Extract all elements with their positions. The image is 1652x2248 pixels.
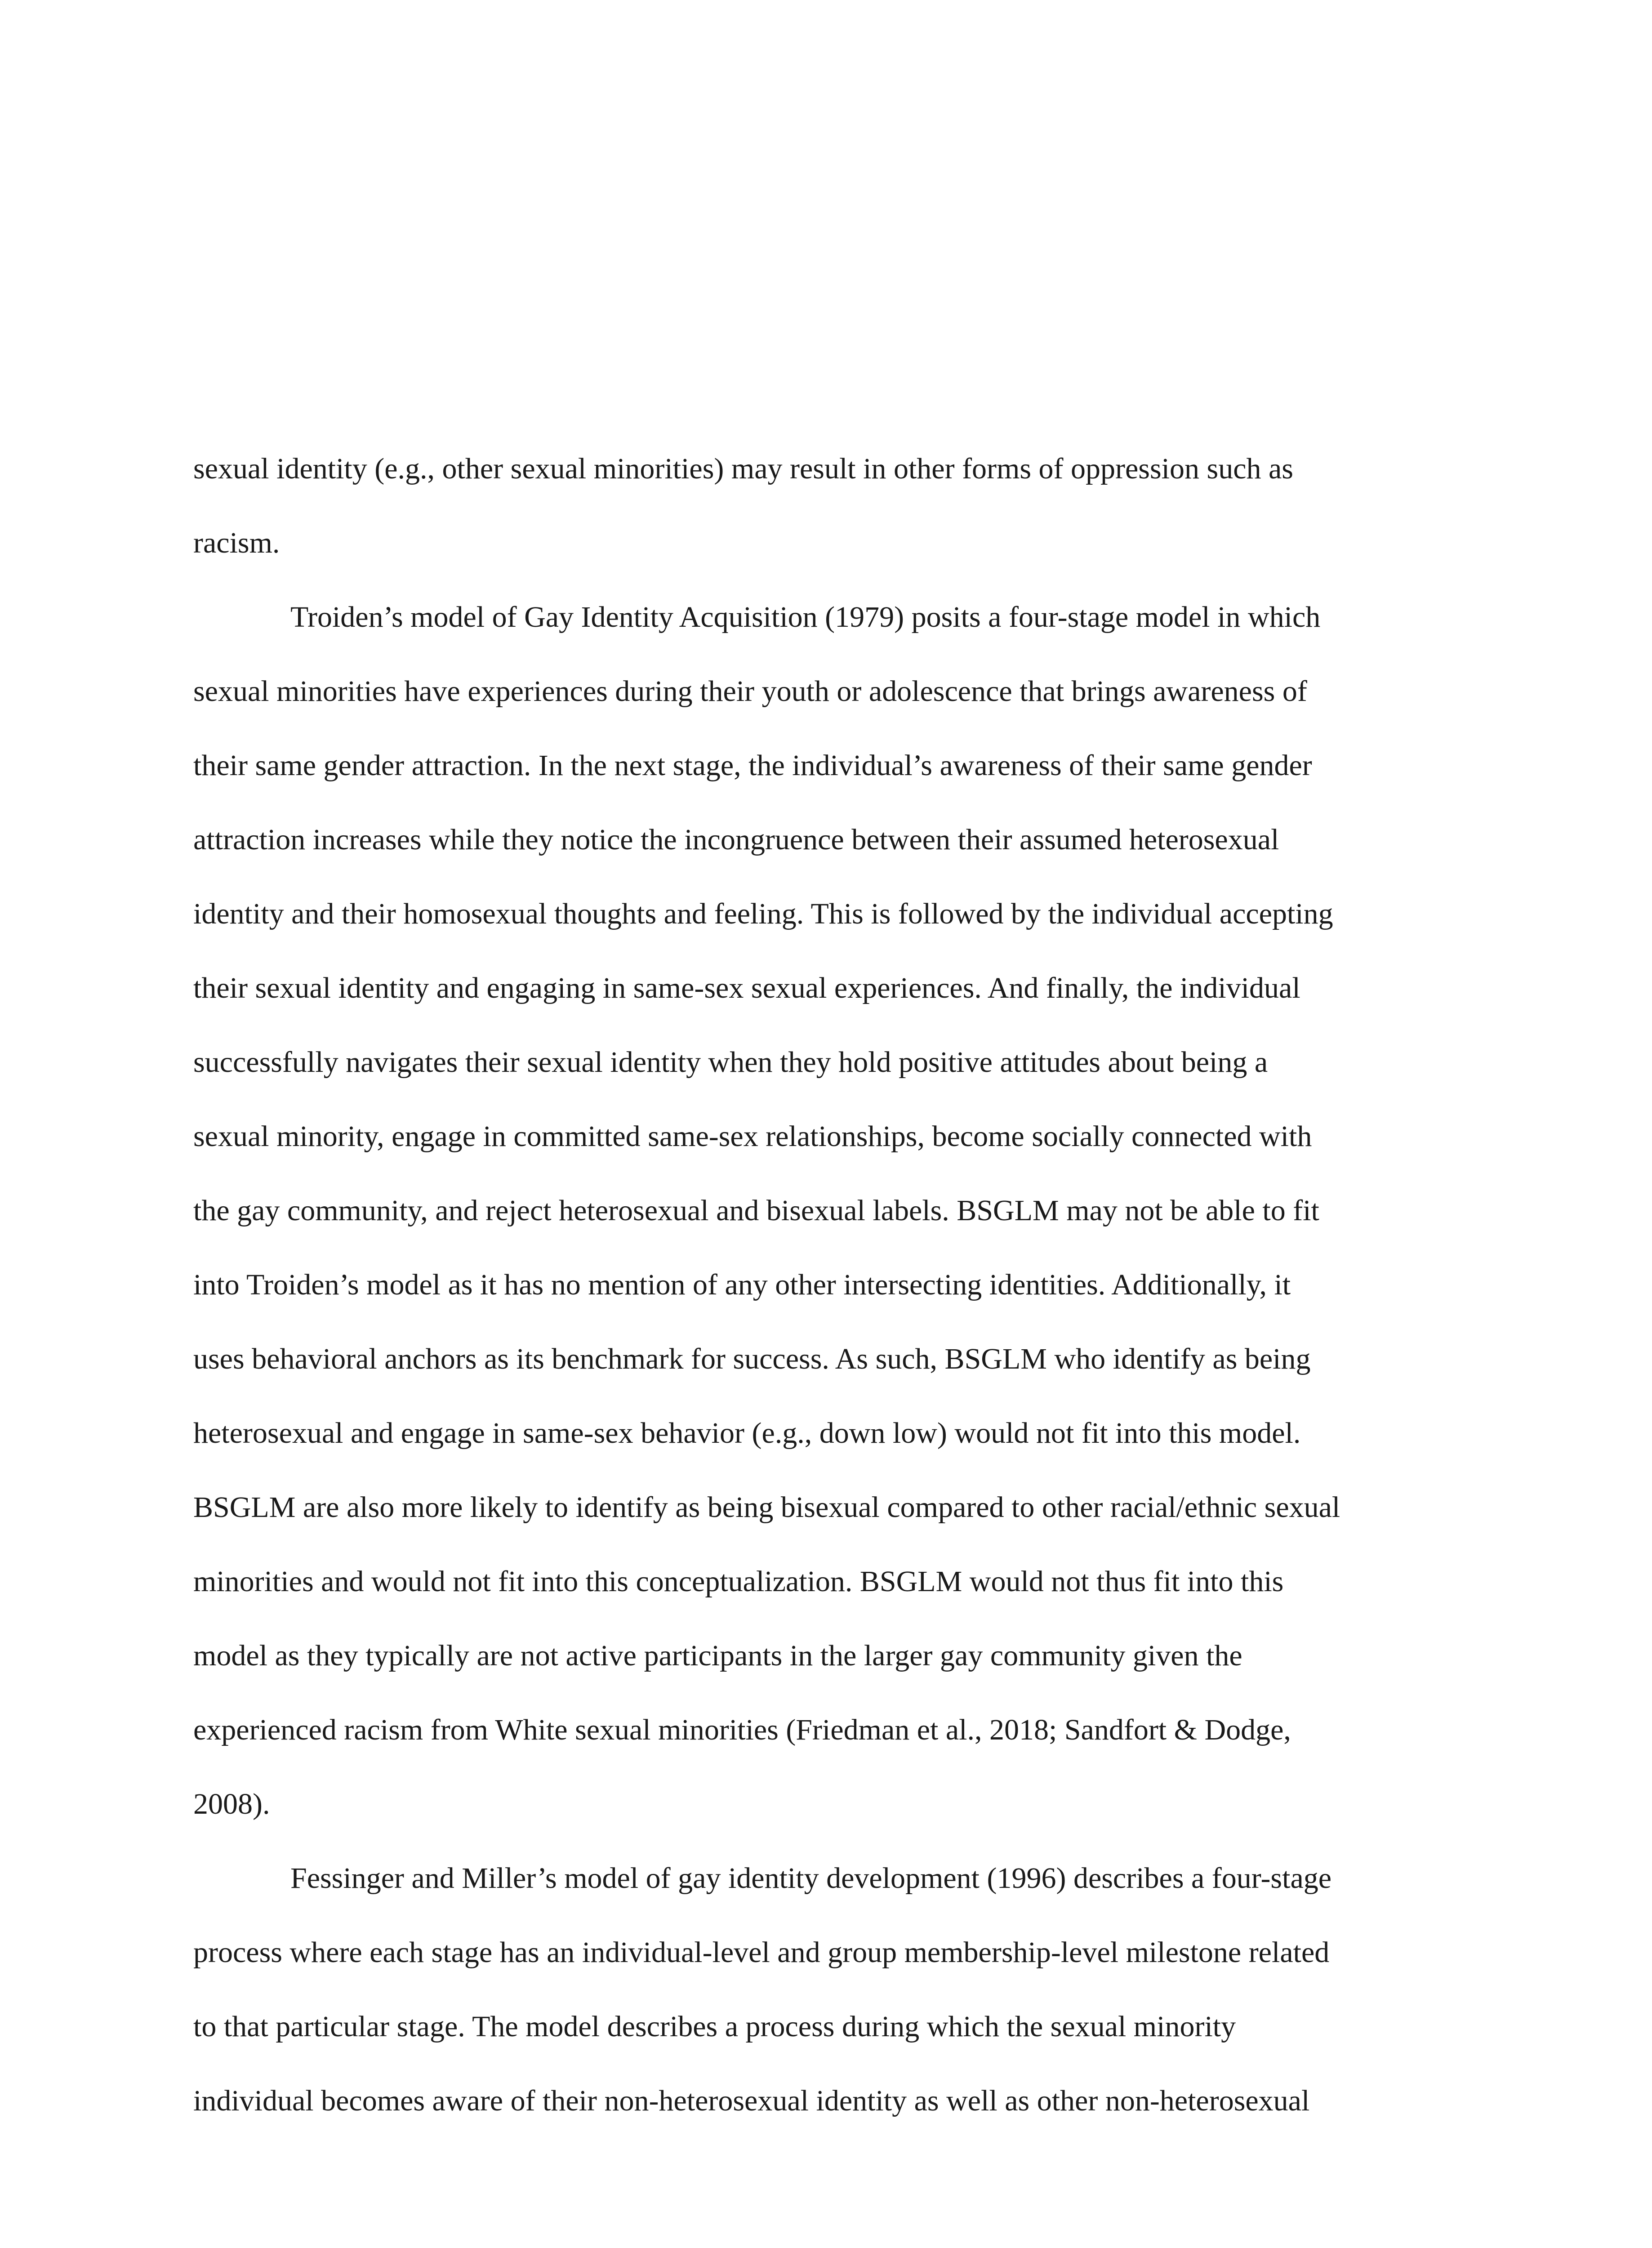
text-line: model as they typically are not active participants in the larger gay community given the [193,1639,1242,1672]
paragraph-2 [193,580,1447,1841]
text-line: Fessinger and Miller’s model of gay identity development (1996) describes a four-stage [290,1862,1332,1895]
text-line: attraction increases while they notice the incongruence between their assumed heterosexual [193,823,1279,856]
text-line: uses behavioral anchors as its benchmark for success. As such, BSGLM who identify as being [193,1343,1311,1375]
text-line: successfully navigates their sexual identity when they hold positive attitudes about being a [193,1046,1268,1079]
text-line: identity and their homosexual thoughts and feeling. This is followed by the individual accepting [193,897,1333,930]
text-line: 2008). [193,1788,270,1820]
text-line: experienced racism from White sexual minorities (Friedman et al., 2018; Sandfort & Dodge, [193,1713,1291,1746]
text-line: their same gender attraction. In the next stage, the individual’s awareness of their same gender [193,749,1312,782]
text-line: sexual identity (e.g., other sexual minorities) may result in other forms of oppression such as [193,452,1293,485]
text-line: to that particular stage. The model describes a process during which the sexual minority [193,2010,1236,2043]
text-line: Troiden’s model of Gay Identity Acquisition (1979) posits a four-stage model in which [290,601,1321,633]
text-line: process where each stage has an individual-level and group membership-level milestone related [193,1936,1330,1969]
text-line: minorities and would not fit into this conceptualization. BSGLM would not thus fit into this [193,1565,1284,1598]
text-line: racism. [193,526,280,559]
text-line: heterosexual and engage in same-sex behavior (e.g., down low) would not fit into this model. [193,1417,1301,1450]
text-line: their sexual identity and engaging in same-sex sexual experiences. And finally, the individual [193,972,1300,1004]
paragraph-1 [193,432,1447,580]
paragraph-3 [193,1841,1447,2138]
text-line: the gay community, and reject heterosexual and bisexual labels. BSGLM may not be able to fit [193,1194,1319,1227]
text-line: individual becomes aware of their non-heterosexual identity as well as other non-heterosexual [193,2084,1310,2117]
body-text [193,432,1447,2138]
text-line: sexual minority, engage in committed same-sex relationships, become socially connected with [193,1120,1312,1153]
text-line: sexual minorities have experiences during their youth or adolescence that brings awareness of [193,675,1307,708]
text-line: BSGLM are also more likely to identify as being bisexual compared to other racial/ethnic sexual [193,1491,1340,1524]
text-line: into Troiden’s model as it has no mention of any other intersecting identities. Additionally, it [193,1268,1291,1301]
